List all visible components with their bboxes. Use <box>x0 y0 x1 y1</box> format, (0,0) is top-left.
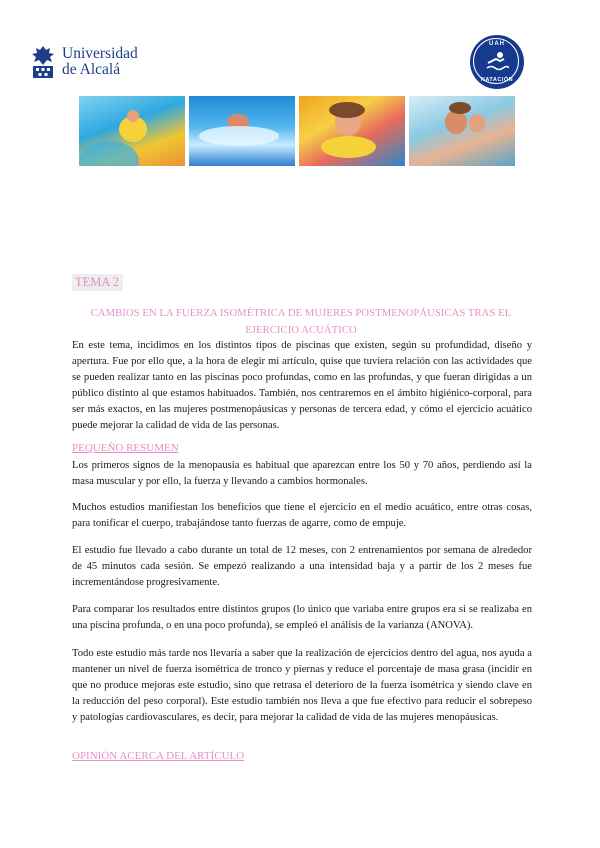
summary-paragraph-4: Para comparar los resultados entre distintos grupos (lo único que variaba entre grupos era si se realizaba en una piscina profunda, o en una poco profunda), se empleó el análisis de la varianza (ANOVA). <box>72 604 532 631</box>
water-slide-photo-4 <box>409 96 515 166</box>
summary-paragraph-3: El estudio fue llevado a cabo durante un total de 12 meses, con 2 entrenamientos por semana de alrededor de 45 minutos cada sesión. Se empezó realizando a una intensidad baja y a partir de los 2 meses fue incrementándose progresivamente. <box>72 545 532 588</box>
document-title: CAMBIOS EN LA FUERZA ISOMÉTRICA DE MUJERES POSTMENOPÁUSICAS TRAS EL EJERCICIO ACUÁTICO <box>90 308 512 336</box>
water-slide-photo-1 <box>79 96 185 166</box>
swimmer-icon <box>485 51 509 73</box>
badge-bottom-text: NATACIÓN <box>480 77 514 83</box>
intro-paragraph: En este tema, incidimos en los distintos tipos de piscinas que existen, según su profundidad, diseño y apertura. Fue por ello que, a la hora de elegir mi artículo, quise que tuviera relación con las actividades que se pueden realizar tanto en las piscinas poco profundas, como en las profundas, y que fueran dirigidas a un público distinto al que estamos habituados. También, nos centraremos en el ámbito higiénico-corporal, para ser más exactos, en las mujeres postmenopáusicas y personas de tercera edad, y cómo el ejercicio acuático puede mejorar la calidad de vida de las personas. <box>72 340 532 431</box>
university-name-line1: Universidad <box>62 45 138 62</box>
opinion-heading: OPINIÓN ACERCA DEL ARTÍCULO <box>72 750 245 762</box>
university-name-line2: de Alcalá <box>62 61 121 78</box>
photo-strip <box>79 96 515 166</box>
university-logo <box>30 45 138 79</box>
university-crest-icon <box>30 45 56 79</box>
badge-top-text: UAH <box>489 41 505 47</box>
water-slide-photo-2 <box>189 96 295 166</box>
summary-paragraph-5: Todo este estudio más tarde nos llevaría a saber que la realización de ejercicios dentro del agua, nos ayuda a mantener un nivel de fuerza isométrica de tronco y piernas y reduce el porcentaje de masa grasa (incidir en que no produce mejoras este estudio, sino que retrasa el deterioro de la fuerza isométrica y siendo clave en la reducción del peso corporal). Este estudio también nos lleva a que fue efectivo para reducir el sobrepeso y patologías cardiovasculares, es decir, para mejorar la calidad de vida de las mujeres menopáusicas. <box>72 648 532 723</box>
summary-heading: PEQUEÑO RESUMEN <box>72 442 179 454</box>
tema-label: TEMA 2 <box>72 274 123 291</box>
swimming-club-badge <box>470 35 524 89</box>
summary-paragraph-1: Los primeros signos de la menopausia es habitual que aparezcan entre los 50 y 70 años, perdiendo así la masa muscular y por ello, la fuerza y llevando a cambios hormonales. <box>72 460 532 487</box>
summary-paragraph-2: Muchos estudios manifiestan los beneficios que tiene el ejercicio en el medio acuático, entre otras cosas, para tonificar el cuerpo, trabajándose tanto fuerzas de agarre, como de empuje. <box>72 502 532 529</box>
water-slide-photo-3 <box>299 96 405 166</box>
